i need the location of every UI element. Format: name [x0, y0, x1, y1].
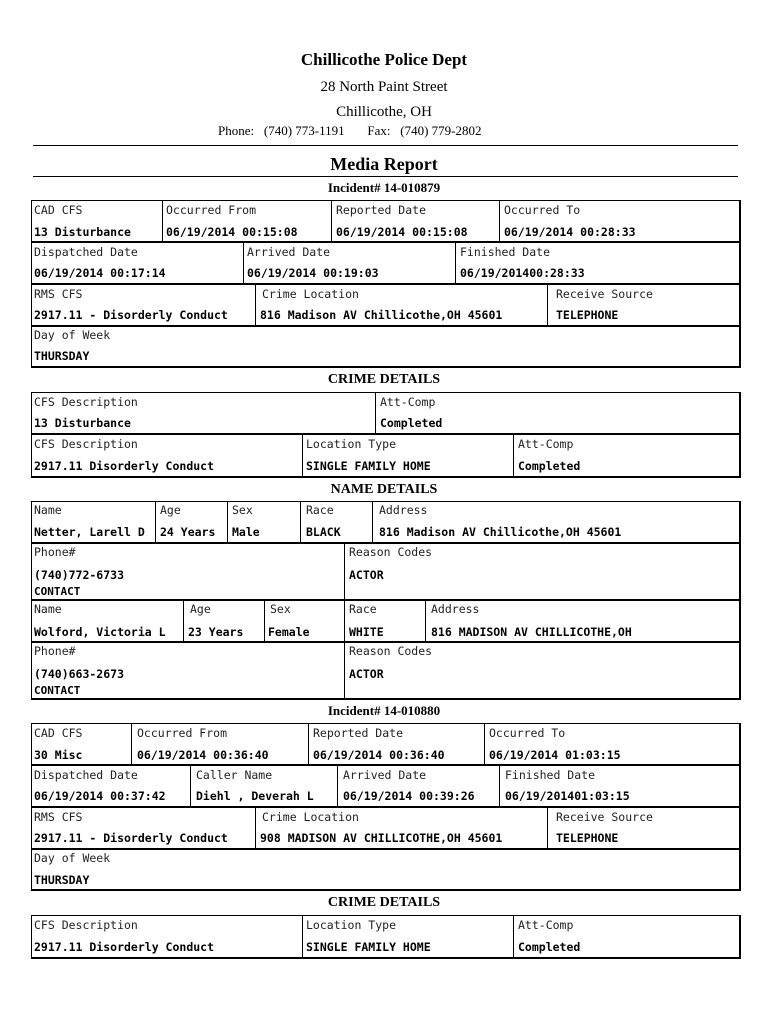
divider: [499, 765, 500, 808]
divider: [425, 600, 426, 643]
reason-codes-label: Reason Codes: [349, 545, 433, 559]
att-comp-value: Completed: [518, 940, 581, 954]
person-sex: Male: [232, 525, 260, 539]
divider: [302, 915, 303, 959]
divider: [190, 765, 191, 808]
divider: [344, 642, 345, 700]
divider: [513, 434, 514, 478]
divider: [255, 807, 256, 850]
cad-cfs-label: CAD CFS: [34, 203, 83, 217]
reported-date-label: Reported Date: [313, 726, 404, 740]
reported-date-value: 06/19/2014 00:15:08: [336, 225, 468, 239]
divider: [183, 600, 184, 643]
incident-number: Incident# 14-010879: [327, 180, 441, 195]
cfs-description-value: 2917.11 Disorderly Conduct: [34, 459, 215, 473]
att-comp-label: Att-Comp: [518, 437, 574, 451]
finished-date-value: 06/19/201401:03:15: [505, 789, 630, 803]
divider: [344, 543, 345, 601]
divider: [162, 200, 163, 243]
phone-label: Phone#: [34, 644, 76, 658]
person-phone: (740)772-6733: [34, 568, 125, 582]
dispatched-date-label: Dispatched Date: [34, 245, 138, 259]
location-type-value: SINGLE FAMILY HOME: [306, 459, 431, 473]
arrived-date-value: 06/19/2014 00:19:03: [247, 266, 379, 280]
divider: [513, 915, 514, 959]
title-divider: [33, 176, 738, 177]
divider: [547, 284, 548, 327]
divider: [302, 434, 303, 478]
occurred-to-value: 06/19/2014 01:03:15: [489, 748, 621, 762]
person-age: 24 Years: [160, 525, 216, 539]
dispatched-date-label: Dispatched Date: [34, 768, 138, 782]
name-label: Name: [34, 602, 62, 616]
day-of-week-label: Day of Week: [34, 851, 111, 865]
age-label: Age: [190, 602, 211, 616]
race-label: Race: [306, 503, 334, 517]
receive-source-value: TELEPHONE: [556, 831, 619, 845]
fax-number: (740) 779-2802: [400, 123, 482, 138]
divider: [155, 501, 156, 544]
person-sex: Female: [268, 625, 310, 639]
person-race: WHITE: [349, 625, 384, 639]
crime-details-heading: CRIME DETAILS: [327, 895, 441, 910]
rms-cfs-label: RMS CFS: [34, 287, 83, 301]
race-label: Race: [349, 602, 377, 616]
occurred-to-value: 06/19/2014 00:28:33: [504, 225, 636, 239]
finished-date-value: 06/19/201400:28:33: [460, 266, 585, 280]
caller-name-value: Diehl , Deverah L: [196, 789, 314, 803]
divider: [547, 807, 548, 850]
divider: [484, 723, 485, 766]
person-reason-code: ACTOR: [349, 667, 384, 681]
location-type-label: Location Type: [306, 437, 397, 451]
cfs-description-label: CFS Description: [34, 918, 138, 932]
divider: [344, 600, 345, 643]
person-age: 23 Years: [188, 625, 244, 639]
divider: [375, 392, 376, 435]
crime-location-value: 816 Madison AV Chillicothe,OH 45601: [260, 308, 503, 322]
divider: [308, 723, 309, 766]
location-type-value: SINGLE FAMILY HOME: [306, 940, 431, 954]
att-comp-value: Completed: [380, 416, 443, 430]
incident-day-row: [31, 326, 741, 368]
receive-source-value: TELEPHONE: [556, 308, 619, 322]
occurred-to-label: Occurred To: [489, 726, 566, 740]
divider: [264, 600, 265, 643]
crime-location-label: Crime Location: [262, 287, 359, 301]
finished-date-label: Finished Date: [505, 768, 596, 782]
rms-cfs-label: RMS CFS: [34, 810, 83, 824]
person-reason-code: ACTOR: [349, 568, 384, 582]
att-comp-label: Att-Comp: [518, 918, 574, 932]
att-comp-value: Completed: [518, 459, 581, 473]
occurred-from-label: Occurred From: [166, 203, 257, 217]
phone-label: Phone#: [34, 545, 76, 559]
person-phone: (740)663-2673: [34, 667, 125, 681]
address-label: Address: [431, 602, 480, 616]
name-label: Name: [34, 503, 62, 517]
divider: [227, 501, 228, 544]
occurred-from-value: 06/19/2014 00:15:08: [166, 225, 298, 239]
crime-details-heading: CRIME DETAILS: [327, 372, 441, 387]
phone-line: [218, 123, 482, 139]
agency-city: Chillicothe, OH: [336, 104, 432, 120]
age-label: Age: [160, 503, 181, 517]
person-phone-type: CONTACT: [34, 684, 81, 697]
divider: [300, 501, 301, 544]
person-phone-type: CONTACT: [34, 585, 81, 598]
finished-date-label: Finished Date: [460, 245, 551, 259]
occurred-to-label: Occurred To: [504, 203, 581, 217]
reason-codes-label: Reason Codes: [349, 644, 433, 658]
person-name: Netter, Larell D: [34, 525, 145, 539]
crime-location-label: Crime Location: [262, 810, 359, 824]
rms-cfs-value: 2917.11 - Disorderly Conduct: [34, 831, 228, 845]
divider: [255, 284, 256, 327]
cfs-description-label: CFS Description: [34, 437, 138, 451]
cad-cfs-label: CAD CFS: [34, 726, 83, 740]
arrived-date-label: Arrived Date: [343, 768, 427, 782]
divider: [499, 200, 500, 243]
person-address: 816 MADISON AV CHILLICOTHE,OH: [431, 625, 632, 639]
agency-street: 28 North Paint Street: [320, 79, 448, 95]
incident-day-row: [31, 849, 741, 891]
cfs-description-value: 2917.11 Disorderly Conduct: [34, 940, 215, 954]
cad-cfs-value: 30 Misc: [34, 748, 83, 762]
phone-label: Phone:: [218, 123, 255, 138]
day-of-week-value: THURSDAY: [34, 873, 90, 887]
att-comp-label: Att-Comp: [380, 395, 436, 409]
crime-location-value: 908 MADISON AV CHILLICOTHE,OH 45601: [260, 831, 503, 845]
reported-date-value: 06/19/2014 00:36:40: [313, 748, 445, 762]
report-title: Media Report: [330, 154, 438, 174]
address-label: Address: [379, 503, 428, 517]
dispatched-date-value: 06/19/2014 00:37:42: [34, 789, 166, 803]
person-address: 816 Madison AV Chillicothe,OH 45601: [379, 525, 622, 539]
fax-label: Fax:: [367, 123, 391, 138]
divider: [331, 200, 332, 243]
person-race: BLACK: [306, 525, 341, 539]
receive-source-label: Receive Source: [556, 810, 653, 824]
divider: [131, 723, 132, 766]
incident-number: Incident# 14-010880: [327, 703, 441, 718]
arrived-date-value: 06/19/2014 00:39:26: [343, 789, 475, 803]
divider: [372, 501, 373, 544]
cfs-description-value: 13 Disturbance: [34, 416, 131, 430]
header-divider: [33, 145, 738, 146]
occurred-from-value: 06/19/2014 00:36:40: [137, 748, 269, 762]
sex-label: Sex: [270, 602, 291, 616]
location-type-label: Location Type: [306, 918, 397, 932]
arrived-date-label: Arrived Date: [247, 245, 331, 259]
day-of-week-value: THURSDAY: [34, 349, 90, 363]
cad-cfs-value: 13 Disturbance: [34, 225, 131, 239]
name-details-heading: NAME DETAILS: [330, 482, 438, 497]
day-of-week-label: Day of Week: [34, 328, 111, 342]
rms-cfs-value: 2917.11 - Disorderly Conduct: [34, 308, 228, 322]
person-name: Wolford, Victoria L: [34, 625, 166, 639]
reported-date-label: Reported Date: [336, 203, 427, 217]
divider: [337, 765, 338, 808]
agency-name: Chillicothe Police Dept: [300, 50, 468, 69]
receive-source-label: Receive Source: [556, 287, 653, 301]
dispatched-date-value: 06/19/2014 00:17:14: [34, 266, 166, 280]
cfs-description-label: CFS Description: [34, 395, 138, 409]
phone-number: (740) 773-1191: [263, 123, 345, 138]
divider: [455, 242, 456, 285]
occurred-from-label: Occurred From: [137, 726, 228, 740]
divider: [243, 242, 244, 285]
caller-name-label: Caller Name: [196, 768, 273, 782]
sex-label: Sex: [232, 503, 253, 517]
